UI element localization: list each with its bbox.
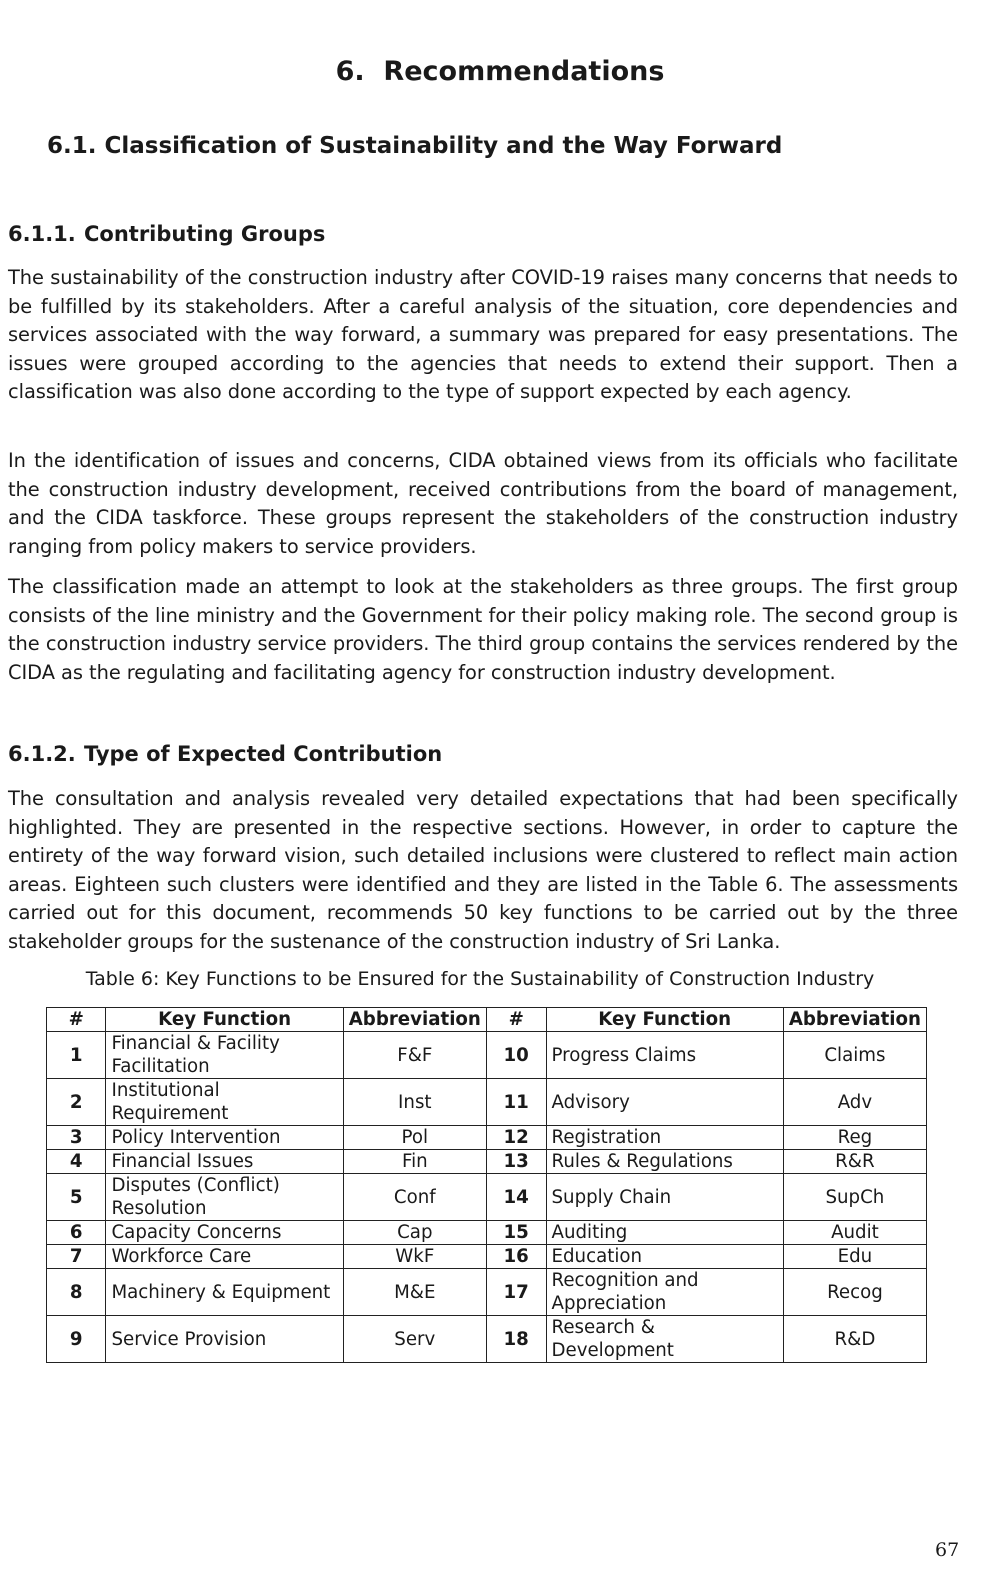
key-function-cell: Supply Chain [546, 1174, 783, 1221]
abbreviation-cell: Audit [783, 1221, 926, 1245]
row-number-cell: 5 [47, 1174, 106, 1221]
key-function-cell: Research & Development [546, 1316, 783, 1363]
table-caption: Table 6: Key Functions to be Ensured for the Sustainability of Construction Industry [85, 968, 875, 990]
key-function-cell: Advisory [546, 1079, 783, 1126]
abbreviation-cell: Adv [783, 1079, 926, 1126]
key-function-cell: Auditing [546, 1221, 783, 1245]
table-header-row [47, 1008, 927, 1032]
column-header-number: # [486, 1008, 546, 1032]
abbreviation-cell: WkF [343, 1245, 486, 1269]
abbreviation-cell: M&E [343, 1269, 486, 1316]
abbreviation-cell: R&D [783, 1316, 926, 1363]
key-function-cell: Registration [546, 1126, 783, 1150]
key-function-cell: Institutional Requirement [106, 1079, 343, 1126]
abbreviation-cell: Edu [783, 1245, 926, 1269]
row-number-cell: 10 [486, 1032, 546, 1079]
row-number-cell: 7 [47, 1245, 106, 1269]
abbreviation-cell: Conf [343, 1174, 486, 1221]
paragraph-sustainability-concerns: The sustainability of the construction industry after COVID-19 raises many concerns that needs to be fulfilled by its stakeholders. After a careful analysis of the situation, core dependencies and services associated with the way forward, a summary was prepared for easy presentations. The issues were grouped according to the agencies that needs to extend their support. Then a classification was also done according to the type of support expected by each agency. [8, 266, 958, 403]
column-header-key-function: Key Function [546, 1008, 783, 1032]
key-function-cell: Capacity Concerns [106, 1221, 343, 1245]
key-function-cell: Financial & Facility Facilitation [106, 1032, 343, 1079]
table-body [47, 1032, 927, 1363]
table-row [47, 1150, 927, 1174]
table-row [47, 1316, 927, 1363]
key-function-cell: Financial Issues [106, 1150, 343, 1174]
row-number-cell: 17 [486, 1269, 546, 1316]
row-number-cell: 8 [47, 1269, 106, 1316]
key-function-cell: Policy Intervention [106, 1126, 343, 1150]
key-functions-table [46, 1007, 927, 1363]
row-number-cell: 14 [486, 1174, 546, 1221]
subsection-title: Type of Expected Contribution [84, 742, 443, 766]
abbreviation-cell: Serv [343, 1316, 486, 1363]
row-number-cell: 12 [486, 1126, 546, 1150]
subsection-number: 6.1.1. [8, 222, 76, 246]
row-number-cell: 6 [47, 1221, 106, 1245]
row-number-cell: 15 [486, 1221, 546, 1245]
subsection-heading-expected-contribution [8, 742, 442, 766]
row-number-cell: 9 [47, 1316, 106, 1363]
key-function-cell: Progress Claims [546, 1032, 783, 1079]
table-row [47, 1126, 927, 1150]
abbreviation-cell: Cap [343, 1221, 486, 1245]
key-function-cell: Machinery & Equipment [106, 1269, 343, 1316]
row-number-cell: 2 [47, 1079, 106, 1126]
abbreviation-cell: Inst [343, 1079, 486, 1126]
subsection-title: Contributing Groups [84, 222, 326, 246]
paragraph-consultation-analysis: The consultation and analysis revealed very detailed expectations that had been specifically highlighted. They are presented in the respective sections. However, in order to capture the entirety of the way forward vision, such detailed inclusions were clustered to reflect main action areas. Eighteen such clusters were identified and they are listed in the Table 6. The assessments carried out for this document, recommends 50 key functions to be carried out by the three stakeholder groups for the sustenance of the construction industry of Sri Lanka. [8, 787, 958, 953]
abbreviation-cell: Recog [783, 1269, 926, 1316]
row-number-cell: 11 [486, 1079, 546, 1126]
table-row [47, 1269, 927, 1316]
column-header-number: # [47, 1008, 106, 1032]
table-row [47, 1032, 927, 1079]
subsection-number: 6.1.2. [8, 742, 76, 766]
section-heading: 6.1. Classification of Sustainability and the Way Forward [47, 133, 783, 159]
abbreviation-cell: R&R [783, 1150, 926, 1174]
column-header-key-function: Key Function [106, 1008, 343, 1032]
paragraph-stakeholder-groups: The classification made an attempt to look at the stakeholders as three groups. The first group consists of the line ministry and the Government for their policy making role. The second group is the construction industry service providers. The third group contains the services rendered by the CIDA as the regulating and facilitating agency for construction industry development. [8, 575, 958, 684]
key-function-cell: Rules & Regulations [546, 1150, 783, 1174]
abbreviation-cell: Pol [343, 1126, 486, 1150]
row-number-cell: 13 [486, 1150, 546, 1174]
page-heading: 6. Recommendations [335, 56, 665, 87]
column-header-abbreviation: Abbreviation [343, 1008, 486, 1032]
abbreviation-cell: Fin [343, 1150, 486, 1174]
subsection-heading-contributing-groups [8, 222, 325, 246]
row-number-cell: 4 [47, 1150, 106, 1174]
key-function-cell: Service Provision [106, 1316, 343, 1363]
page-number: 67 [935, 1539, 960, 1561]
abbreviation-cell: F&F [343, 1032, 486, 1079]
paragraph-identification-of-issues: In the identification of issues and concerns, CIDA obtained views from its officials who facilitate the construction industry development, received contributions from the board of management, and the CIDA taskforce. These groups represent the stakeholders of the construction industry ranging from policy makers to service providers. [8, 449, 958, 558]
table-row [47, 1079, 927, 1126]
column-header-abbreviation: Abbreviation [783, 1008, 926, 1032]
key-function-cell: Disputes (Conflict) Resolution [106, 1174, 343, 1221]
key-function-cell: Recognition and Appreciation [546, 1269, 783, 1316]
key-function-cell: Education [546, 1245, 783, 1269]
abbreviation-cell: Reg [783, 1126, 926, 1150]
row-number-cell: 16 [486, 1245, 546, 1269]
table-row [47, 1245, 927, 1269]
table-row [47, 1174, 927, 1221]
abbreviation-cell: SupCh [783, 1174, 926, 1221]
row-number-cell: 1 [47, 1032, 106, 1079]
abbreviation-cell: Claims [783, 1032, 926, 1079]
row-number-cell: 18 [486, 1316, 546, 1363]
table-row [47, 1221, 927, 1245]
row-number-cell: 3 [47, 1126, 106, 1150]
key-function-cell: Workforce Care [106, 1245, 343, 1269]
